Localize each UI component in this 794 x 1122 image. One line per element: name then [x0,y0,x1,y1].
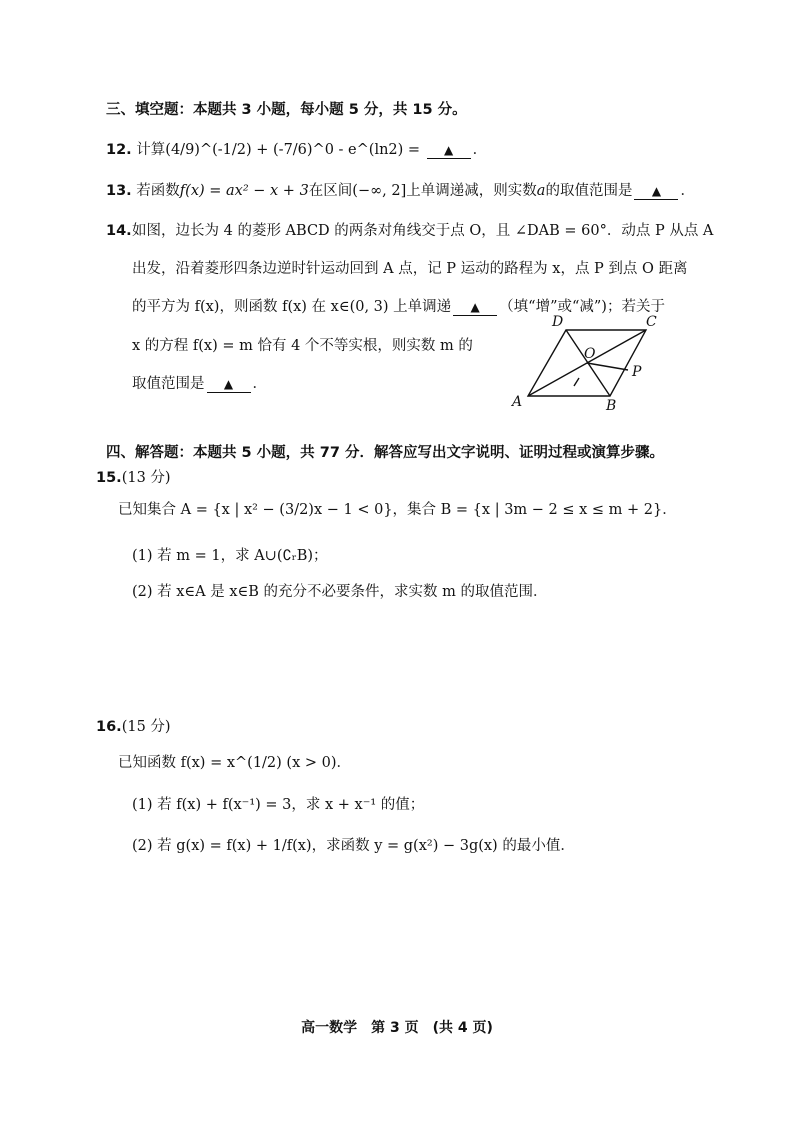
q16-score: (15 分) [121,719,171,735]
q14-line-3a: 的平方为 f(x)，则函数 f(x) 在 x∈(0, 3) 上单调递 [132,299,452,315]
q15-score: (13 分) [121,470,171,486]
question-13: 13. 若函数f(x) = ax² − x + 3在区间(−∞, 2]上单调递减，则实数a的取值范围是 ▲ ． [106,183,695,199]
label-d: D [552,314,564,330]
q12-answer-blank [427,142,471,159]
label-c: C [646,314,657,330]
q14-answer-blank-2 [207,376,251,393]
q16-header [96,717,171,737]
section3-heading: 三、填空题：本题共 3 小题，每小题 5 分，共 15 分。 [106,102,467,118]
label-p: P [632,364,642,380]
segment-op [587,363,628,370]
q15-part-2: (2) 若 x∈A 是 x∈B 的充分不必要条件，求实数 m 的取值范围． [132,584,548,600]
q14-number: 14. [106,223,132,239]
q12-number: 12. [106,142,132,158]
q14-line-1: 如图，边长为 4 的菱形 ABCD 的两条对角线交于点 O，且 ∠DAB = 60°．动点 P 从点 A [132,223,714,239]
q15-part-1: (1) 若 m = 1，求 A∪(∁ᵣB)； [132,548,328,564]
q14-line-5-text: 取值范围是 [132,376,205,392]
q16-number: 16. [96,719,122,735]
q15-number: 15. [96,470,122,486]
q13-suffix: 上单调递减，则实数 [406,183,537,199]
question-12: 12. 计算(4/9)^(-1/2) + (-7/6)^0 - e^(ln2) = ▲ ． [106,142,488,158]
q13-number: 13. [106,183,132,199]
q13-variable: a [536,183,546,199]
q14-line-3b: （填“增”或“减”)；若关于 [499,299,665,315]
q15-header [96,468,171,488]
q13-function: f(x) = ax² − x + 3 [179,183,309,199]
q14-triangle-mark-2: ▲ [223,377,234,391]
q12-triangle-mark: ▲ [444,143,454,157]
q14-triangle-mark-1: ▲ [470,300,480,314]
q13-mid: 在区间 [308,183,353,199]
q14-answer-blank-1 [453,299,497,316]
q14-line-5: 取值范围是 ▲ ． [132,376,267,392]
rhombus-figure [500,312,680,412]
q16-part-1: (1) 若 f(x) + f(x⁻¹) = 3，求 x + x⁻¹ 的值； [132,797,425,813]
q13-end: 的取值范围是 [545,183,633,199]
label-b: B [606,398,617,412]
q13-prefix: 若函数 [136,183,180,199]
section4-heading: 四、解答题：本题共 5 小题，共 77 分．解答应写出文字说明、证明过程或演算步骤。 [106,445,664,461]
label-o: O [584,346,596,362]
q12-text: 计算(4/9)^(-1/2) + (-7/6)^0 - e^(ln2) = [136,142,421,158]
q15-stem: 已知集合 A = {x | x² − (3/2)x − 1 < 0}，集合 B = {x | 3m − 2 ≤ x ≤ m + 2}． [118,502,677,518]
tick-mark [574,378,579,386]
page-footer: 高一数学 第 3 页 (共 4 页) [301,1020,493,1036]
label-a: A [512,394,523,410]
q14-line-2: 出发，沿着菱形四条边逆时针运动回到 A 点，记 P 运动的路程为 x，点 P 到点 O 距离 [132,261,688,277]
q16-part-2: (2) 若 g(x) = f(x) + 1/f(x)，求函数 y = g(x²) − 3g(x) 的最小值． [132,838,575,854]
q13-interval: (−∞, 2] [352,183,407,199]
q14-line-4: x 的方程 f(x) = m 恰有 4 个不等实根，则实数 m 的 [132,338,473,354]
q16-stem: 已知函数 f(x) = x^(1/2) (x > 0)． [118,755,352,771]
q13-answer-blank [634,183,678,200]
q13-triangle-mark: ▲ [651,184,662,198]
